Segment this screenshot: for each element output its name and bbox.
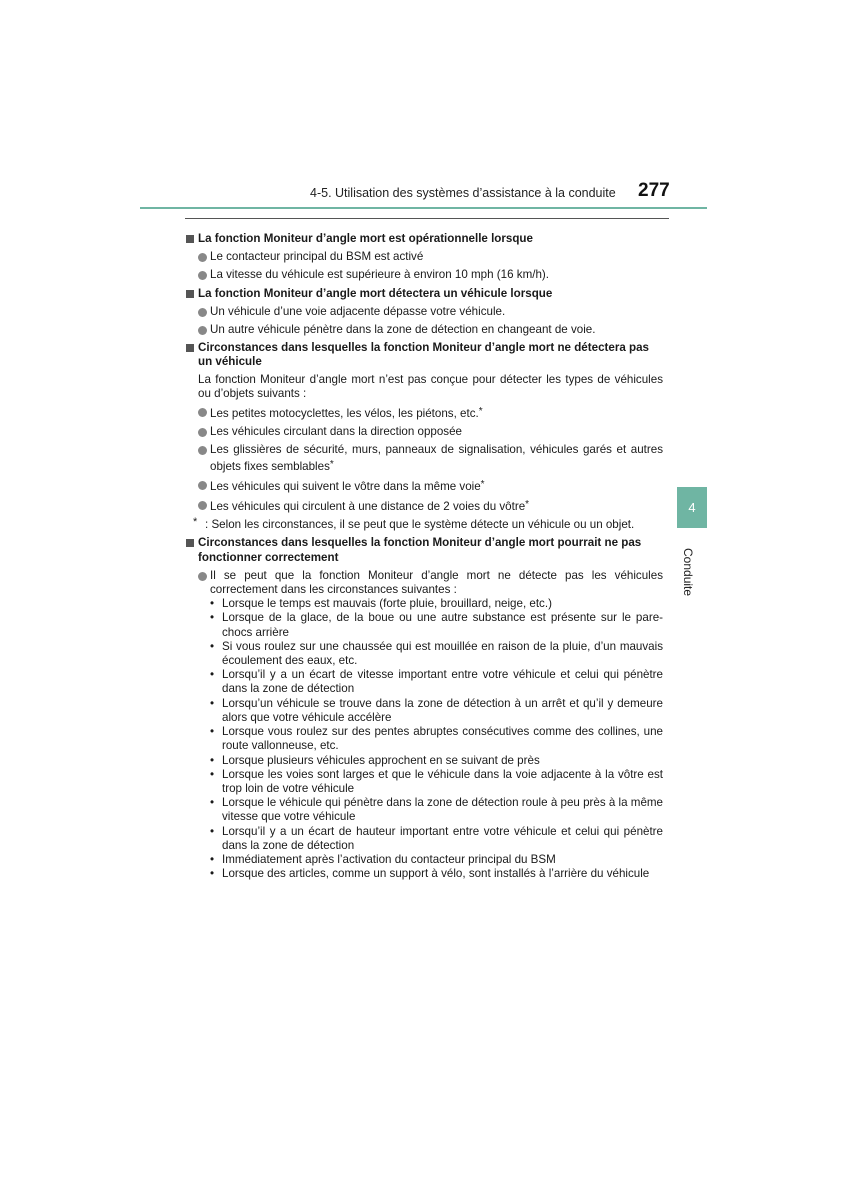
circle-bullet-icon bbox=[198, 501, 207, 510]
section-title: 4-5. Utilisation des systèmes d’assistance à la conduite bbox=[310, 186, 616, 200]
section-heading bbox=[185, 341, 663, 369]
footnote-star: * bbox=[480, 478, 485, 490]
sub-item-text: Lorsqu’un véhicule se trouve dans la zone de détection à un arrêt et qu’il y demeure alors que votre véhicule accélère bbox=[222, 696, 663, 724]
footnote-star: * bbox=[525, 499, 530, 511]
item-text: Les véhicules qui suivent le vôtre dans la même voie bbox=[210, 479, 481, 493]
list-item bbox=[185, 405, 663, 421]
heading-text: Circonstances dans lesquelles la fonction Moniteur d’angle mort pourrait ne pas fonctionner correctement bbox=[198, 536, 642, 564]
bullet-dot-icon: • bbox=[210, 753, 215, 767]
circle-bullet-icon bbox=[198, 326, 207, 335]
sub-list-item bbox=[185, 725, 663, 753]
section-intro: La fonction Moniteur d’angle mort n’est pas conçue pour détecter les types de véhicules ou d’objets suivants : bbox=[198, 372, 663, 400]
bullet-dot-icon: • bbox=[210, 611, 215, 625]
circle-bullet-icon bbox=[198, 271, 207, 280]
sub-item-text: Si vous roulez sur une chaussée qui est mouillée en raison de la pluie, d’un mauvais écoulement des eaux, etc. bbox=[222, 639, 663, 668]
bullet-dot-icon: • bbox=[210, 824, 215, 838]
page-number: 277 bbox=[638, 180, 670, 201]
circle-bullet-icon bbox=[198, 408, 207, 417]
list-item bbox=[185, 569, 663, 597]
list-item bbox=[185, 478, 663, 494]
sub-list-item bbox=[185, 611, 663, 639]
square-bullet-icon bbox=[186, 539, 194, 547]
sub-list-item bbox=[185, 867, 663, 881]
sub-item-text: Immédiatement après l’activation du contacteur principal du BSM bbox=[222, 852, 556, 866]
bullet-dot-icon: • bbox=[210, 696, 215, 710]
circle-bullet-icon bbox=[198, 253, 207, 262]
circle-bullet-icon bbox=[198, 428, 207, 437]
heading-text: La fonction Moniteur d’angle mort est opérationnelle lorsque bbox=[198, 232, 533, 245]
sub-list-item bbox=[185, 754, 663, 768]
heading-text: Circonstances dans lesquelles la fonction Moniteur d’angle mort ne détectera pas un véhicule bbox=[198, 341, 649, 369]
header-rule bbox=[185, 218, 669, 219]
section-heading bbox=[185, 536, 663, 564]
bullet-dot-icon: • bbox=[210, 668, 215, 682]
sub-list-item bbox=[185, 668, 663, 696]
sub-item-text: Lorsque vous roulez sur des pentes abruptes consécutives comme des collines, une route vallonneuse, etc. bbox=[222, 725, 663, 753]
list-item bbox=[185, 443, 663, 473]
bullet-dot-icon: • bbox=[210, 639, 215, 653]
sub-item-text: Lorsque le temps est mauvais (forte pluie, brouillard, neige, etc.) bbox=[222, 597, 552, 611]
bullet-dot-icon: • bbox=[210, 597, 215, 611]
sub-list-item bbox=[185, 853, 663, 867]
list-item bbox=[185, 323, 663, 337]
bullet-dot-icon: • bbox=[210, 796, 215, 810]
footnote-mark: * bbox=[193, 516, 198, 529]
list-item bbox=[185, 268, 663, 282]
list-item bbox=[185, 425, 663, 439]
square-bullet-icon bbox=[186, 290, 194, 298]
sub-list-item bbox=[185, 796, 663, 824]
page-content bbox=[185, 228, 663, 881]
item-text: Un autre véhicule pénètre dans la zone de détection en changeant de voie. bbox=[210, 323, 596, 337]
item-text: Les véhicules qui circulent à une distance de 2 voies du vôtre bbox=[210, 500, 526, 514]
item-text: Le contacteur principal du BSM est activé bbox=[210, 250, 424, 264]
list-item bbox=[185, 250, 663, 264]
square-bullet-icon bbox=[186, 235, 194, 243]
circle-bullet-icon bbox=[198, 572, 207, 581]
sub-item-text: Lorsque les voies sont larges et que le véhicule dans la voie adjacente à la vôtre est trop loin de votre véhicule bbox=[222, 767, 663, 795]
footnote bbox=[185, 518, 663, 532]
bullet-dot-icon: • bbox=[210, 852, 215, 866]
sub-item-text: Lorsque plusieurs véhicules approchent en se suivant de près bbox=[222, 753, 540, 767]
sub-list-item bbox=[185, 697, 663, 725]
sub-item-text: Lorsqu’il y a un écart de hauteur important entre votre véhicule et celui qui pénètre dans la zone de détection bbox=[222, 824, 663, 852]
section-heading bbox=[185, 287, 663, 301]
item-text: La vitesse du véhicule est supérieure à environ 10 mph (16 km/h). bbox=[210, 268, 549, 282]
sub-list-item bbox=[185, 640, 663, 668]
sub-item-text: Lorsqu’il y a un écart de vitesse important entre votre véhicule et celui qui pénètre dans la zone de détection bbox=[222, 668, 663, 696]
header-rule-accent bbox=[140, 207, 707, 209]
bullet-dot-icon: • bbox=[210, 767, 215, 781]
footnote-text: : Selon les circonstances, il se peut que le système détecte un véhicule ou un objet. bbox=[205, 518, 635, 532]
circle-bullet-icon bbox=[198, 446, 207, 455]
circle-bullet-icon bbox=[198, 308, 207, 317]
sub-list bbox=[185, 597, 663, 881]
sub-item-text: Lorsque le véhicule qui pénètre dans la zone de détection roule à peu près à la même vitesse que votre véhicule bbox=[222, 796, 663, 824]
sub-item-text: Lorsque des articles, comme un support à vélo, sont installés à l’arrière du véhicule bbox=[222, 867, 650, 881]
section-heading bbox=[185, 232, 663, 246]
list-item bbox=[185, 498, 663, 514]
sub-item-text: Lorsque de la glace, de la boue ou une autre substance est présente sur le pare-chocs arrière bbox=[222, 611, 663, 639]
item-text: Les petites motocyclettes, les vélos, les piétons, etc. bbox=[210, 407, 479, 421]
chapter-label: Conduite bbox=[681, 548, 695, 597]
square-bullet-icon bbox=[186, 344, 194, 352]
sub-list-item bbox=[185, 768, 663, 796]
item-text: Un véhicule d’une voie adjacente dépasse votre véhicule. bbox=[210, 304, 506, 318]
footnote-star: * bbox=[329, 458, 334, 470]
item-text: Les glissières de sécurité, murs, panneaux de signalisation, véhicules garés et autres objets fixes semblables bbox=[210, 443, 663, 473]
heading-text: La fonction Moniteur d’angle mort détectera un véhicule lorsque bbox=[198, 286, 553, 300]
item-text: Il se peut que la fonction Moniteur d’angle mort ne détecte pas les véhicules correctement dans les circonstances suivantes : bbox=[210, 568, 663, 597]
sub-list-item bbox=[185, 597, 663, 611]
chapter-tab bbox=[677, 487, 707, 528]
chapter-number: 4 bbox=[688, 500, 696, 515]
list-item bbox=[185, 305, 663, 319]
footnote-star: * bbox=[478, 406, 483, 418]
sub-list-item bbox=[185, 825, 663, 853]
bullet-dot-icon: • bbox=[210, 725, 215, 739]
circle-bullet-icon bbox=[198, 481, 207, 490]
item-text: Les véhicules circulant dans la direction opposée bbox=[210, 425, 462, 439]
bullet-dot-icon: • bbox=[210, 867, 215, 881]
